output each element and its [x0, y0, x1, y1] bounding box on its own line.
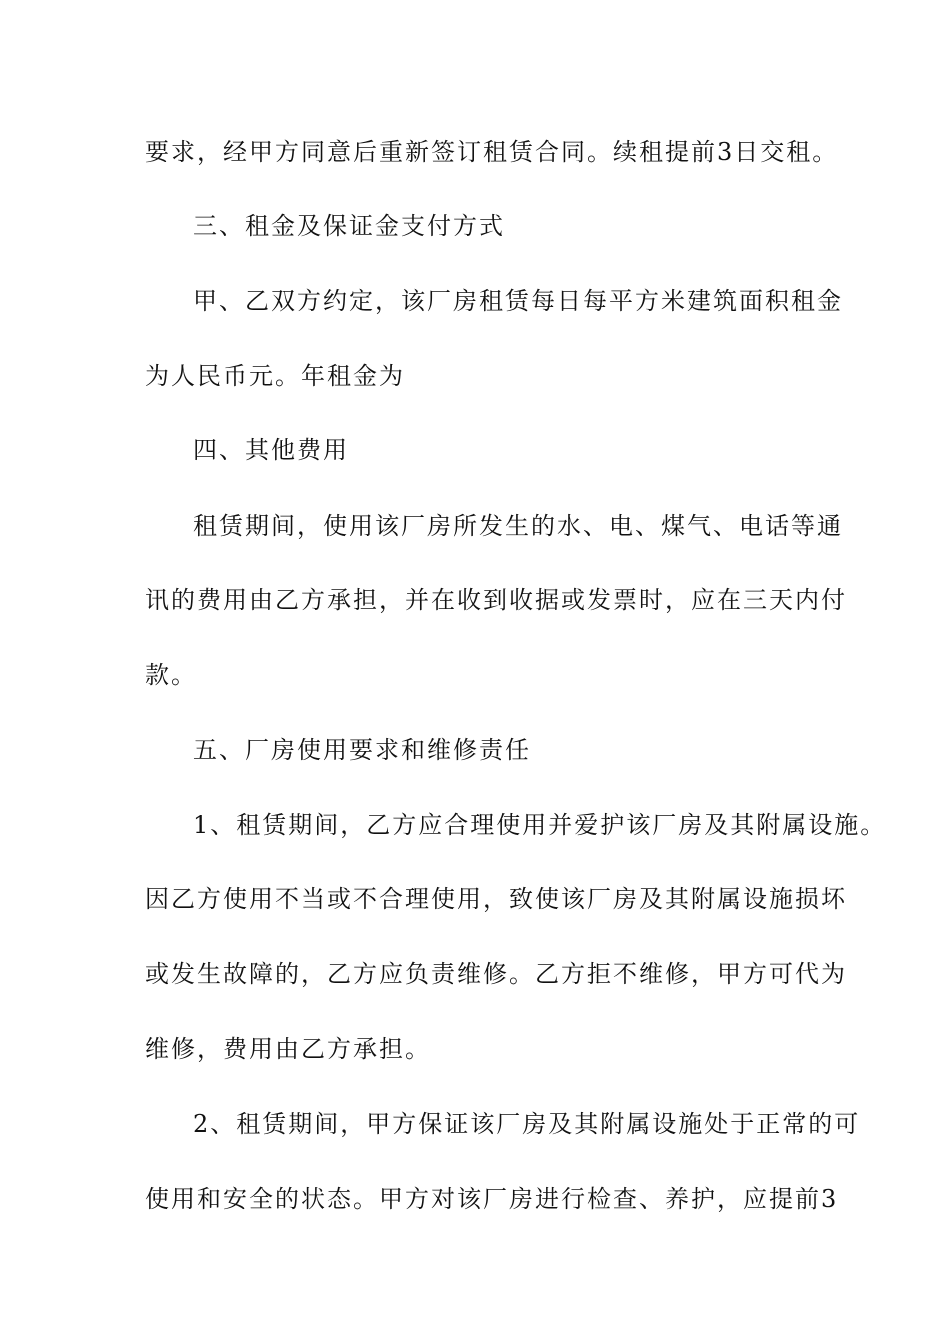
- text-line: 2、租赁期间，甲方保证该厂房及其附属设施处于正常的可: [193, 1110, 861, 1138]
- text-line: 因乙方使用不当或不合理使用，致使该厂房及其附属设施损坏: [145, 885, 847, 913]
- section-heading: 三、租金及保证金支付方式: [193, 212, 505, 240]
- text-line: 维修，费用由乙方承担。: [145, 1035, 431, 1063]
- section-heading: 五、厂房使用要求和维修责任: [193, 736, 531, 764]
- text-line: 租赁期间，使用该厂房所发生的水、电、煤气、电话等通: [193, 512, 843, 540]
- section-heading: 四、其他费用: [193, 436, 349, 464]
- text-line: 1、租赁期间，乙方应合理使用并爱护该厂房及其附属设施。: [193, 811, 887, 839]
- text-line: 要求，经甲方同意后重新签订租赁合同。续租提前3日交租。: [145, 138, 839, 166]
- text-line: 讯的费用由乙方承担，并在收到收据或发票时，应在三天内付: [145, 586, 847, 614]
- text-line: 甲、乙双方约定，该厂房租赁每日每平方米建筑面积租金: [193, 287, 843, 315]
- text-line: 或发生故障的，乙方应负责维修。乙方拒不维修，甲方可代为: [145, 960, 847, 988]
- text-line: 为人民币元。年租金为: [145, 362, 405, 390]
- text-line: 款。: [145, 661, 197, 689]
- text-line: 使用和安全的状态。甲方对该厂房进行检查、养护，应提前3: [145, 1185, 839, 1213]
